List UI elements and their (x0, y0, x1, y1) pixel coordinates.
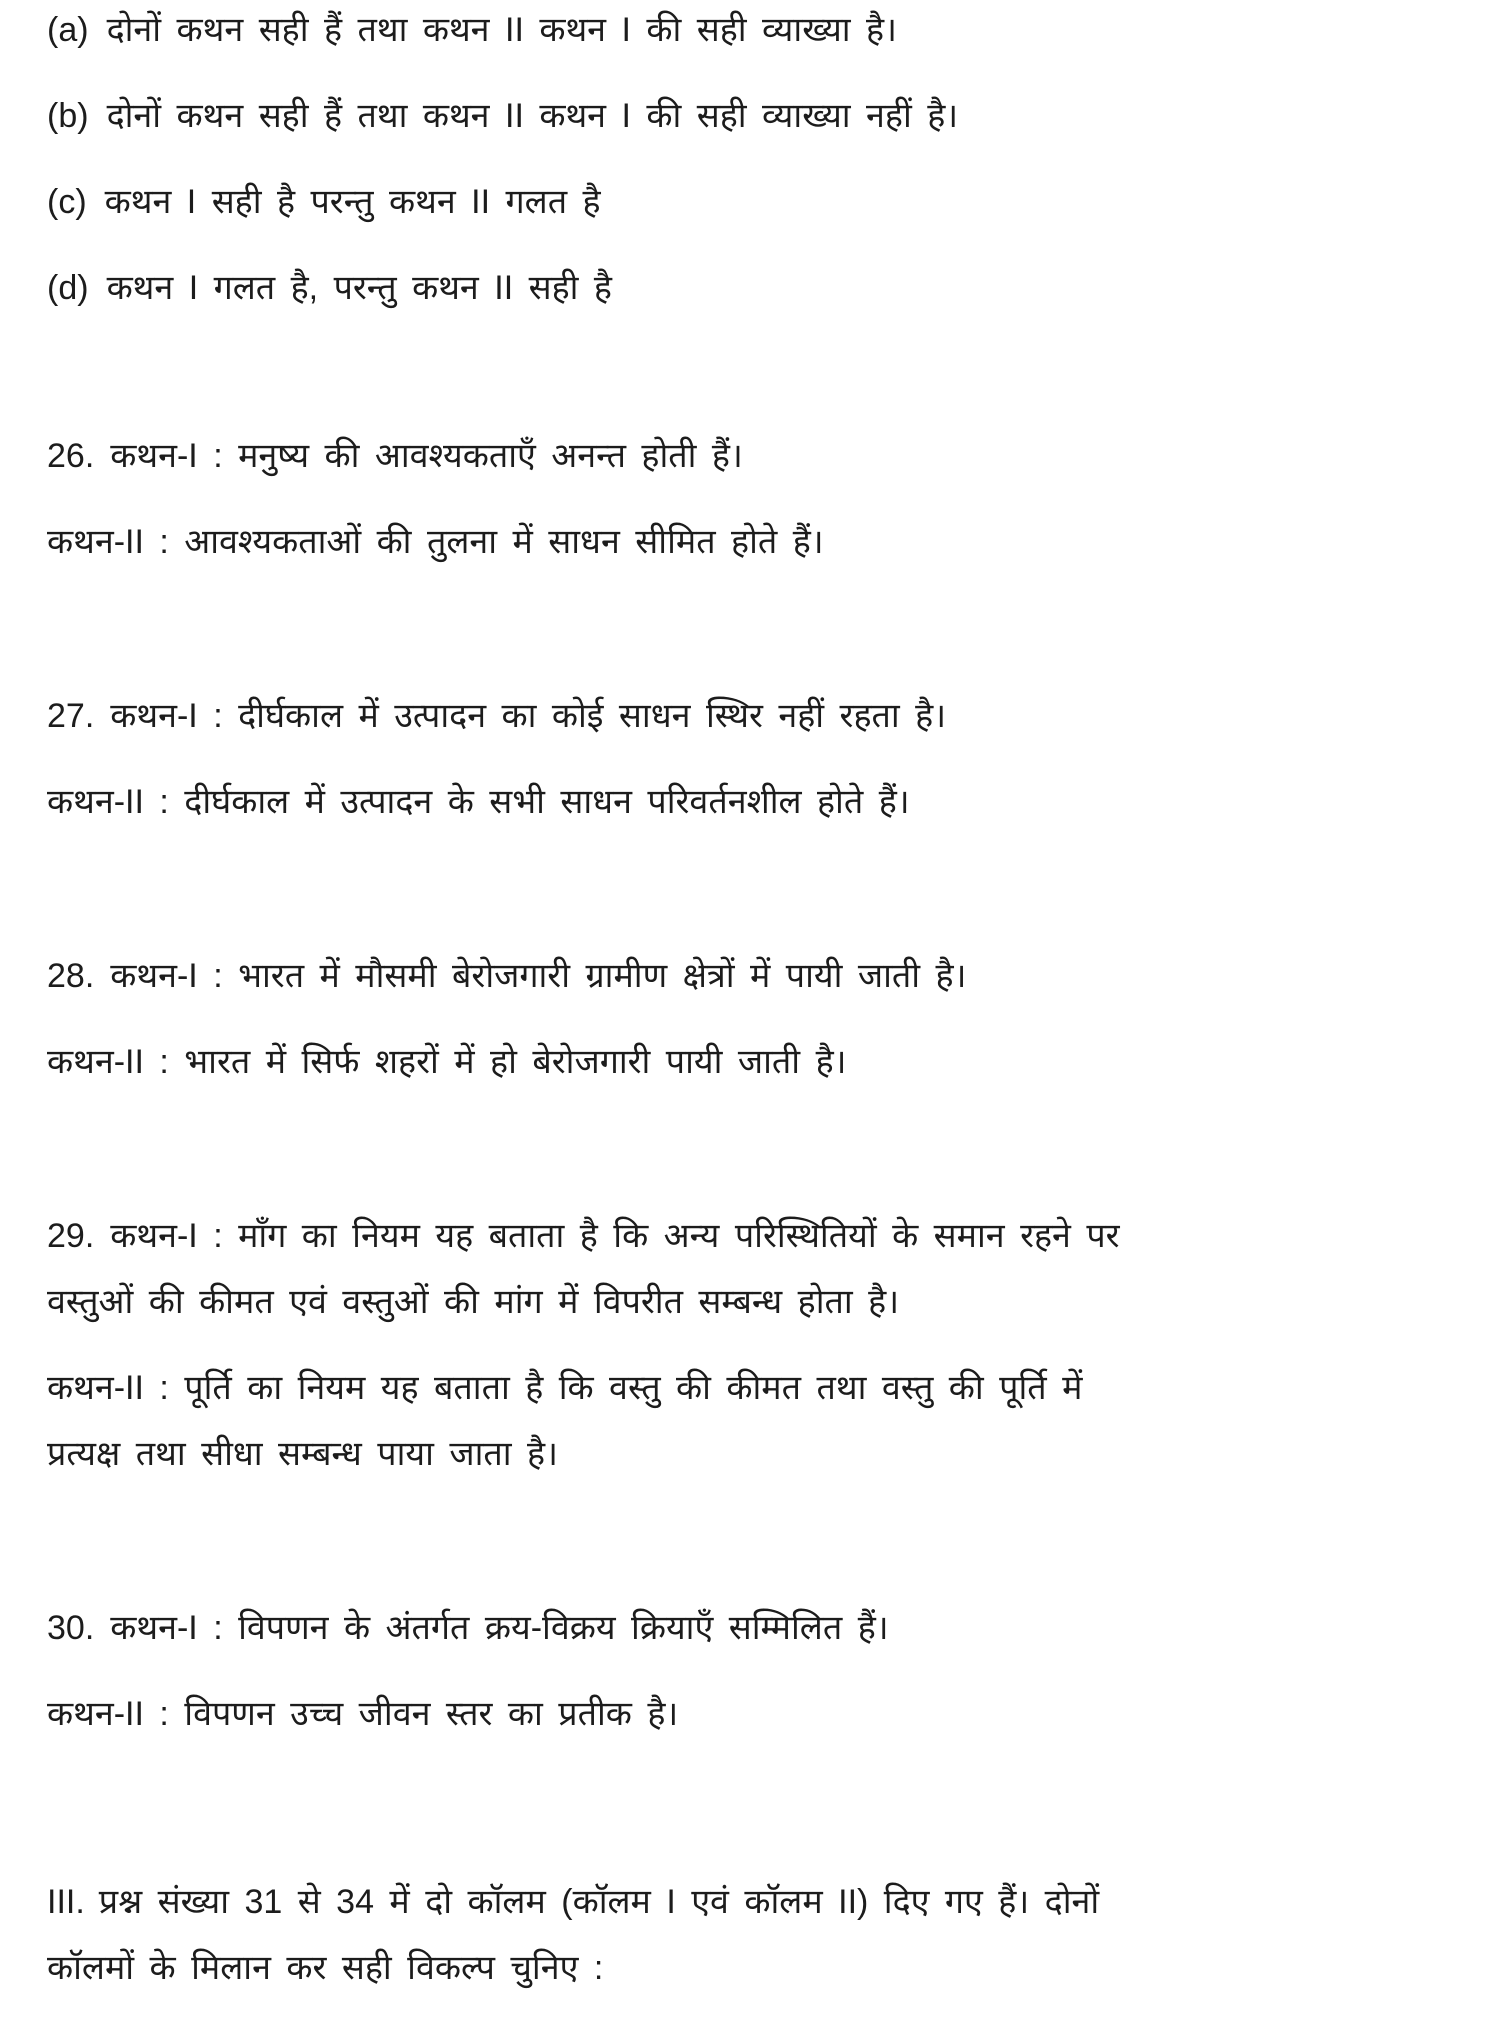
question-27 (47, 692, 1465, 826)
question-30 (47, 1604, 1465, 1738)
option-d-label: (d) (47, 269, 89, 307)
option-d (47, 264, 1465, 312)
question-27-statement-1-text: कथन-I : दीर्घकाल में उत्पादन का कोई साधन स्थिर नहीं रहता है। (110, 697, 947, 735)
option-c (47, 178, 1465, 226)
option-b-label: (b) (47, 97, 89, 135)
question-29-statement-2: कथन-II : पूर्ति का नियम यह बताता है कि वस्तु की कीमत तथा वस्तु की पूर्ति में (47, 1369, 1083, 1407)
answer-options-block (47, 6, 1465, 312)
section-3-instruction-line-1 (47, 1878, 1465, 1926)
question-29-statement-1-text: कथन-I : माँग का नियम यह बताता है कि अन्य परिस्थितियों के समान रहने पर (110, 1217, 1120, 1255)
option-d-text: कथन I गलत है, परन्तु कथन II सही है (106, 269, 612, 307)
question-28 (47, 952, 1465, 1086)
question-29-statement-1-continuation: वस्तुओं की कीमत एवं वस्तुओं की मांग में विपरीत सम्बन्ध होता है। (47, 1283, 900, 1321)
option-a-text: दोनों कथन सही हैं तथा कथन II कथन I की सही व्याख्या है। (106, 11, 897, 49)
option-a (47, 6, 1465, 54)
question-27-number: 27. (47, 697, 95, 735)
section-3-instruction-line-2: कॉलमों के मिलान कर सही विकल्प चुनिए : (47, 1949, 604, 1987)
question-29-statement-2-continuation: प्रत्यक्ष तथा सीधा सम्बन्ध पाया जाता है। (47, 1435, 558, 1473)
section-3-instruction-line-1-text: प्रश्न संख्या 31 से 34 में दो कॉलम (कॉलम I एवं कॉलम II) दिए गए हैं। दोनों (98, 1883, 1100, 1921)
section-3-instruction (47, 1878, 1465, 1992)
question-27-statement-2: कथन-II : दीर्घकाल में उत्पादन के सभी साधन परिवर्तनशील होते हैं। (47, 783, 910, 821)
option-c-label: (c) (47, 183, 87, 221)
question-26-number: 26. (47, 437, 95, 475)
section-3-numeral: III. (47, 1883, 85, 1921)
question-26-statement-1-text: कथन-I : मनुष्य की आवश्यकताएँ अनन्त होती हैं। (110, 437, 743, 475)
question-28-number: 28. (47, 957, 95, 995)
option-b-text: दोनों कथन सही हैं तथा कथन II कथन I की सही व्याख्या नहीं है। (106, 97, 959, 135)
question-28-statement-2: कथन-II : भारत में सिर्फ शहरों में हो बेरोजगारी पायी जाती है। (47, 1043, 847, 1081)
question-27-statement-1 (47, 692, 1465, 740)
question-30-statement-1-text: कथन-I : विपणन के अंतर्गत क्रय-विक्रय क्रियाएँ सम्मिलित हैं। (110, 1609, 889, 1647)
question-29-number: 29. (47, 1217, 95, 1255)
question-29 (47, 1212, 1465, 1478)
question-30-statement-2: कथन-II : विपणन उच्च जीवन स्तर का प्रतीक है। (47, 1695, 679, 1733)
question-30-statement-1 (47, 1604, 1465, 1652)
question-26-statement-1 (47, 432, 1465, 480)
question-26-statement-2: कथन-II : आवश्यकताओं की तुलना में साधन सीमित होते हैं। (47, 523, 824, 561)
option-c-text: कथन I सही है परन्तु कथन II गलत है (104, 183, 601, 221)
question-30-number: 30. (47, 1609, 95, 1647)
question-29-statement-1 (47, 1212, 1465, 1260)
question-28-statement-1 (47, 952, 1465, 1000)
question-28-statement-1-text: कथन-I : भारत में मौसमी बेरोजगारी ग्रामीण क्षेत्रों में पायी जाती है। (110, 957, 967, 995)
option-a-label: (a) (47, 11, 89, 49)
question-26 (47, 432, 1465, 566)
option-b (47, 92, 1465, 140)
